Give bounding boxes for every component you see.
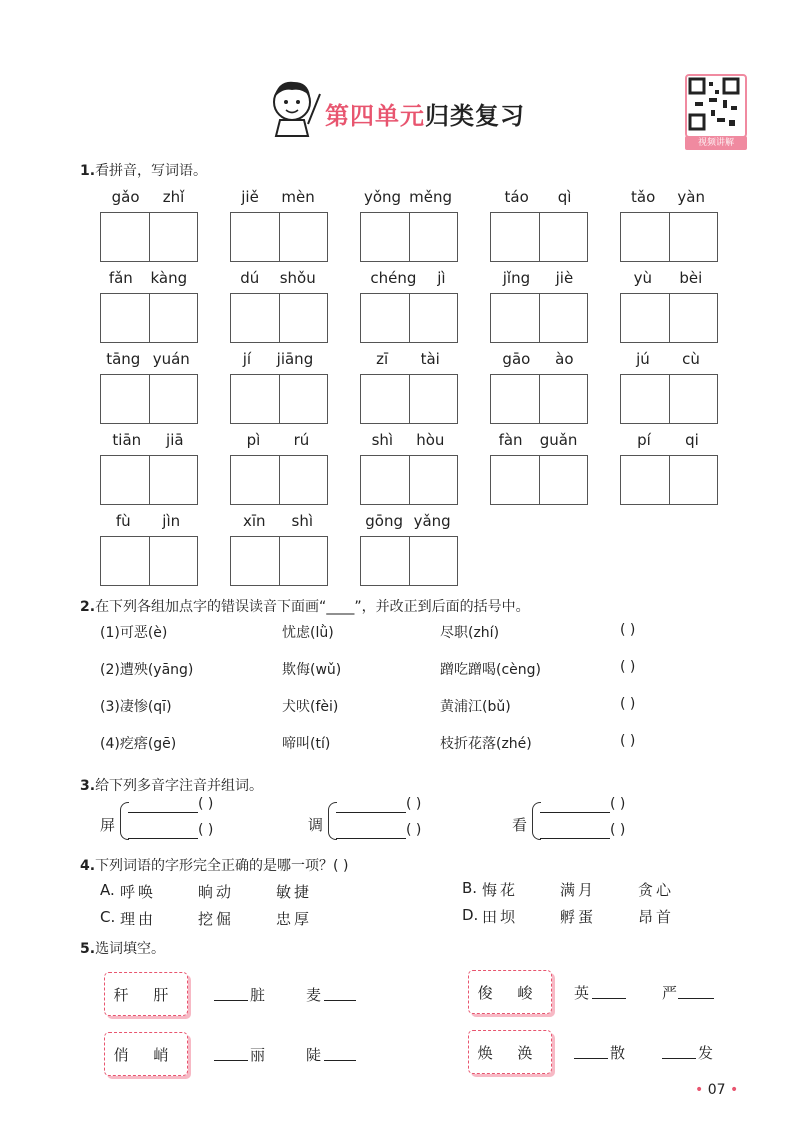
fill-word: 散 (610, 1044, 626, 1062)
answer-cell[interactable] (361, 213, 410, 261)
pinyin-syllable: qì (557, 188, 572, 206)
polyphone-char: 看 (512, 816, 528, 834)
fill-blank[interactable] (214, 1000, 248, 1001)
answer-parentheses[interactable]: ( ) (620, 696, 636, 712)
word-parentheses[interactable]: ( ) (406, 796, 422, 812)
pinyin-label (230, 512, 326, 530)
pinyin-syllable: jiā (166, 431, 184, 449)
answer-parentheses[interactable]: ( ) (620, 659, 636, 675)
answer-cell[interactable] (101, 294, 150, 342)
q3-text: 给下列多音字注音并组词。 (95, 778, 264, 794)
pinyin-syllable: tiān (112, 431, 142, 449)
fill-word: 发 (698, 1044, 714, 1062)
answer-cell[interactable] (280, 294, 328, 342)
pinyin-label (100, 269, 196, 287)
pinyin-syllable: yù (633, 269, 653, 287)
pinyin-label (360, 350, 456, 368)
pinyin-syllable: qi (685, 431, 699, 449)
pinyin-syllable: chéng (370, 269, 417, 287)
answer-box-pair[interactable] (490, 293, 588, 343)
q5-text: 选词填空。 (95, 941, 166, 957)
pinyin-label (230, 188, 326, 206)
answer-box-pair[interactable] (230, 536, 328, 586)
answer-cell[interactable] (621, 213, 670, 261)
pinyin-syllable: jiāng (276, 350, 314, 368)
pinyin-syllable: zhǐ (162, 188, 185, 206)
pinyin-syllable: tāng (106, 350, 141, 368)
fill-blank[interactable] (324, 1000, 356, 1001)
answer-cell[interactable] (491, 456, 540, 504)
fill-blank[interactable] (678, 998, 714, 999)
answer-cell[interactable] (491, 294, 540, 342)
answer-cell[interactable] (540, 294, 588, 342)
fill-blank[interactable] (574, 1058, 608, 1059)
pinyin-syllable: ào (555, 350, 574, 368)
pinyin-label (620, 350, 716, 368)
pinyin-syllable: jǐng (502, 269, 531, 287)
pinyin-label (620, 431, 716, 449)
pinyin-blank[interactable] (540, 838, 610, 839)
pinyin-syllable: shǒu (279, 269, 316, 287)
answer-box-pair[interactable] (230, 455, 328, 505)
option-label[interactable]: C. (100, 908, 116, 926)
answer-cell[interactable] (150, 456, 198, 504)
q3-number: 3. (80, 778, 96, 794)
word-reading: 犬吠(fèi) (282, 699, 339, 715)
answer-box-pair[interactable] (620, 293, 718, 343)
q1-number: 1. (80, 163, 96, 179)
pinyin-syllable: yuán (152, 350, 190, 368)
option-word: 敏捷 (276, 883, 313, 901)
pinyin-label (100, 350, 196, 368)
page-title (325, 96, 525, 131)
option-label[interactable]: A. (100, 881, 115, 899)
answer-box-pair[interactable] (360, 455, 458, 505)
pinyin-syllable: bèi (679, 269, 703, 287)
answer-box-pair[interactable] (100, 374, 198, 424)
pinyin-syllable: jiè (555, 269, 574, 287)
pinyin-syllable: gōng (365, 512, 404, 530)
pinyin-label (490, 350, 586, 368)
pinyin-blank[interactable] (540, 812, 610, 813)
fill-blank[interactable] (662, 1058, 696, 1059)
word-reading: 啼叫(tí) (282, 736, 331, 752)
word-choice-box: 俏 峭 (104, 1032, 188, 1076)
q3-title (80, 775, 263, 795)
word-parentheses[interactable]: ( ) (610, 822, 626, 838)
answer-cell[interactable] (670, 294, 718, 342)
brace (532, 802, 541, 840)
pinyin-syllable: shì (371, 431, 394, 449)
pinyin-syllable: dú (240, 269, 260, 287)
fill-blank[interactable] (214, 1060, 248, 1061)
word-reading: 忧虑(lǜ) (282, 625, 334, 641)
answer-cell[interactable] (410, 375, 458, 423)
brace (120, 802, 129, 840)
answer-cell[interactable] (101, 537, 150, 585)
pinyin-syllable: guǎn (539, 431, 578, 449)
pinyin-syllable: fàn (498, 431, 523, 449)
answer-cell[interactable] (150, 213, 198, 261)
answer-box-pair[interactable] (490, 374, 588, 424)
word-choice-box: 秆 肝 (104, 972, 188, 1016)
pinyin-syllable: gāo (502, 350, 531, 368)
word-parentheses[interactable]: ( ) (198, 796, 214, 812)
answer-cell[interactable] (621, 294, 670, 342)
option-word: 悔花 (482, 881, 519, 899)
answer-box-pair[interactable] (100, 455, 198, 505)
pinyin-blank[interactable] (336, 812, 406, 813)
pinyin-syllable: měng (409, 188, 452, 206)
option-word: 满月 (560, 881, 597, 899)
pinyin-syllable: fù (115, 512, 131, 530)
answer-box-pair[interactable] (360, 536, 458, 586)
pinyin-label (100, 188, 196, 206)
pinyin-syllable: jì (437, 269, 446, 287)
answer-box-pair[interactable] (230, 374, 328, 424)
answer-cell[interactable] (101, 456, 150, 504)
pinyin-syllable: tài (420, 350, 440, 368)
option-word: 孵蛋 (560, 908, 597, 926)
pinyin-syllable: gǎo (111, 188, 140, 206)
pinyin-syllable: jú (636, 350, 650, 368)
answer-cell[interactable] (150, 537, 198, 585)
pinyin-blank[interactable] (128, 812, 198, 813)
title-unit: 第四单元 (325, 102, 425, 130)
pinyin-label (100, 512, 196, 530)
answer-parentheses[interactable]: ( ) (620, 733, 636, 749)
answer-cell[interactable] (621, 375, 670, 423)
word-reading: (4)疙瘩(gē) (100, 736, 177, 752)
pinyin-syllable: yàn (677, 188, 705, 206)
pinyin-label (100, 431, 196, 449)
fill-word: 陡 (306, 1046, 322, 1064)
pinyin-label (360, 431, 456, 449)
pinyin-label (230, 350, 326, 368)
qr-label: 视频讲解 (685, 136, 747, 150)
answer-box-pair[interactable] (100, 293, 198, 343)
polyphone-char: 屏 (100, 816, 116, 834)
pinyin-syllable: táo (504, 188, 529, 206)
answer-box-pair[interactable] (100, 536, 198, 586)
answer-box-pair[interactable] (360, 212, 458, 262)
answer-cell[interactable] (670, 375, 718, 423)
answer-cell[interactable] (361, 375, 410, 423)
pinyin-syllable: cù (682, 350, 700, 368)
fill-word: 丽 (250, 1046, 266, 1064)
word-reading: 黄浦江(bǔ) (440, 699, 511, 715)
word-choice-box: 焕 涣 (468, 1030, 552, 1074)
answer-cell[interactable] (410, 456, 458, 504)
word-choice-box: 俊 峻 (468, 970, 552, 1014)
pinyin-blank[interactable] (336, 838, 406, 839)
answer-cell[interactable] (101, 213, 150, 261)
pinyin-label (360, 269, 456, 287)
option-word: 贪心 (638, 881, 675, 899)
word-reading: 蹭吃蹭喝(cèng) (440, 662, 541, 678)
q1-title (80, 160, 207, 180)
answer-cell[interactable] (491, 213, 540, 261)
word-reading: 枝折花落(zhé) (440, 736, 532, 752)
word-reading: 欺侮(wǔ) (282, 662, 342, 678)
pinyin-label (620, 269, 716, 287)
answer-cell[interactable] (231, 537, 280, 585)
answer-box-pair[interactable] (490, 212, 588, 262)
answer-cell[interactable] (361, 456, 410, 504)
answer-cell[interactable] (361, 537, 410, 585)
answer-parentheses[interactable]: ( ) (620, 622, 636, 638)
option-label[interactable]: D. (462, 906, 479, 924)
pinyin-label (490, 269, 586, 287)
answer-cell[interactable] (280, 537, 328, 585)
pinyin-label (360, 512, 456, 530)
pinyin-syllable: xīn (242, 512, 266, 530)
word-parentheses[interactable]: ( ) (198, 822, 214, 838)
pinyin-syllable: kàng (150, 269, 188, 287)
pinyin-syllable: jí (242, 350, 252, 368)
title-review: 归类复习 (425, 102, 525, 130)
pinyin-syllable: pí (637, 431, 651, 449)
pinyin-syllable: mèn (281, 188, 315, 206)
q2-text: 在下列各组加点字的错误读音下面画“____”，并改正到后面的括号中。 (95, 599, 530, 615)
answer-cell[interactable] (540, 213, 588, 261)
fill-word: 脏 (250, 986, 266, 1004)
q5-title (80, 938, 165, 958)
answer-cell[interactable] (621, 456, 670, 504)
pinyin-label (360, 188, 456, 206)
answer-box-pair[interactable] (360, 374, 458, 424)
answer-cell[interactable] (150, 294, 198, 342)
answer-cell[interactable] (410, 213, 458, 261)
answer-cell[interactable] (150, 375, 198, 423)
fill-word: 麦 (306, 986, 322, 1004)
answer-cell[interactable] (361, 294, 410, 342)
answer-cell[interactable] (670, 213, 718, 261)
option-word: 晌动 (198, 883, 235, 901)
answer-box-pair[interactable] (490, 455, 588, 505)
pinyin-syllable: yǒng (364, 188, 402, 206)
q4-text: 下列词语的字形完全正确的是哪一项？( ) (95, 858, 349, 874)
answer-box-pair[interactable] (360, 293, 458, 343)
answer-cell[interactable] (231, 375, 280, 423)
pinyin-syllable: rú (293, 431, 310, 449)
option-word: 忠厚 (276, 910, 313, 928)
word-reading: (2)遭殃(yāng) (100, 662, 194, 678)
pinyin-label (490, 431, 586, 449)
answer-cell[interactable] (540, 375, 588, 423)
polyphone-char: 调 (308, 816, 324, 834)
fill-word: 严 (662, 984, 678, 1002)
answer-box-pair[interactable] (620, 374, 718, 424)
word-reading: (1)可恶(è) (100, 625, 168, 641)
pinyin-syllable: hòu (416, 431, 445, 449)
answer-cell[interactable] (491, 375, 540, 423)
pinyin-syllable: fǎn (108, 269, 133, 287)
pinyin-blank[interactable] (128, 838, 198, 839)
q2-title (80, 596, 530, 616)
pinyin-label (230, 431, 326, 449)
word-parentheses[interactable]: ( ) (406, 822, 422, 838)
boy-mascot-icon (262, 74, 322, 140)
option-word: 昂首 (638, 908, 675, 926)
qr-code-icon[interactable] (685, 74, 747, 138)
word-reading: (3)凄惨(qī) (100, 699, 172, 715)
q1-text: 看拼音，写词语。 (95, 163, 208, 179)
word-reading: 尽职(zhí) (440, 625, 500, 641)
pinyin-syllable: tǎo (631, 188, 656, 206)
pinyin-label (490, 188, 586, 206)
option-word: 田坝 (482, 908, 519, 926)
answer-cell[interactable] (231, 456, 280, 504)
answer-box-pair[interactable] (230, 293, 328, 343)
answer-cell[interactable] (231, 294, 280, 342)
brace (328, 802, 337, 840)
q4-title (80, 855, 348, 875)
option-word: 理由 (120, 910, 157, 928)
fill-word: 英 (574, 984, 590, 1002)
page-number: • 07 • (695, 1082, 739, 1098)
pinyin-syllable: jiě (241, 188, 259, 206)
answer-box-pair[interactable] (230, 212, 328, 262)
answer-cell[interactable] (231, 213, 280, 261)
q5-number: 5. (80, 941, 96, 957)
answer-box-pair[interactable] (620, 455, 718, 505)
answer-cell[interactable] (280, 375, 328, 423)
answer-cell[interactable] (670, 456, 718, 504)
pinyin-syllable: shì (291, 512, 314, 530)
option-label[interactable]: B. (462, 879, 478, 897)
pinyin-label (620, 188, 716, 206)
word-parentheses[interactable]: ( ) (610, 796, 626, 812)
pinyin-syllable: zī (376, 350, 389, 368)
answer-cell[interactable] (280, 213, 328, 261)
q4-number: 4. (80, 858, 96, 874)
answer-cell[interactable] (101, 375, 150, 423)
answer-cell[interactable] (410, 537, 458, 585)
pinyin-syllable: yǎng (413, 512, 451, 530)
answer-box-pair[interactable] (620, 212, 718, 262)
option-word: 挖倔 (198, 910, 235, 928)
answer-cell[interactable] (280, 456, 328, 504)
fill-blank[interactable] (592, 998, 626, 999)
answer-cell[interactable] (410, 294, 458, 342)
pinyin-syllable: jìn (162, 512, 181, 530)
pinyin-syllable: pì (246, 431, 261, 449)
q2-number: 2. (80, 599, 96, 615)
page-number-text: 07 (707, 1082, 726, 1098)
answer-cell[interactable] (540, 456, 588, 504)
fill-blank[interactable] (324, 1060, 356, 1061)
answer-box-pair[interactable] (100, 212, 198, 262)
option-word: 呼唤 (120, 883, 157, 901)
pinyin-label (230, 269, 326, 287)
